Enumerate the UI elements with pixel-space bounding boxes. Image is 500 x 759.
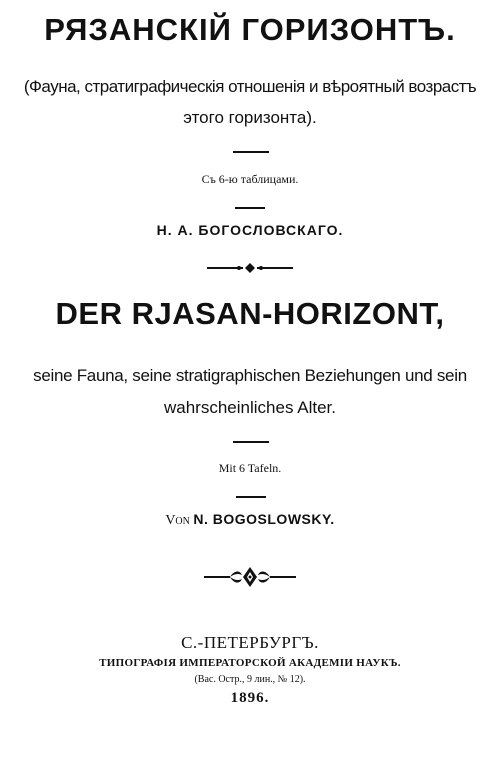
german-author-prefix: Von xyxy=(165,513,190,528)
short-rule xyxy=(235,207,265,209)
imprint-address: (Вас. Остр., 9 лин., № 12). xyxy=(194,674,306,685)
short-rule xyxy=(236,496,266,498)
russian-subtitle-line2: этого горизонта). xyxy=(183,108,317,127)
russian-author: Н. А. БОГОСЛОВСКАГО. xyxy=(156,222,344,238)
imprint-printer: ТИПОГРАФIЯ ИМПЕРАТОРСКОЙ АКАДЕМIИ НАУКЪ. xyxy=(99,657,401,669)
german-author xyxy=(0,511,500,529)
short-rule xyxy=(233,441,269,443)
imprint-city: С.-ПЕТЕРБУРГЪ. xyxy=(181,633,319,652)
imprint-year: 1896. xyxy=(230,690,270,706)
ornamental-divider xyxy=(205,263,295,273)
german-subtitle-line1: seine Fauna, seine stratigraphischen Beziehungen und sein xyxy=(33,366,467,385)
russian-subtitle-line1: (Фауна, стратиграфическiя отношенiя и вѣроятный возрастъ xyxy=(23,77,477,96)
russian-tables-note: Съ 6-ю таблицами. xyxy=(201,172,299,186)
russian-title: РЯЗАНСКIЙ ГОРИЗОНТЪ. xyxy=(44,12,456,47)
german-author-name: N. BOGOSLOWSKY. xyxy=(193,511,335,527)
german-title: DER RJASAN-HORIZONT, xyxy=(55,296,445,331)
german-tables-note: Mit 6 Tafeln. xyxy=(218,461,282,475)
german-subtitle-line2: wahrscheinliches Alter. xyxy=(164,398,336,417)
fleuron-ornament xyxy=(200,564,300,590)
short-rule xyxy=(233,151,269,153)
